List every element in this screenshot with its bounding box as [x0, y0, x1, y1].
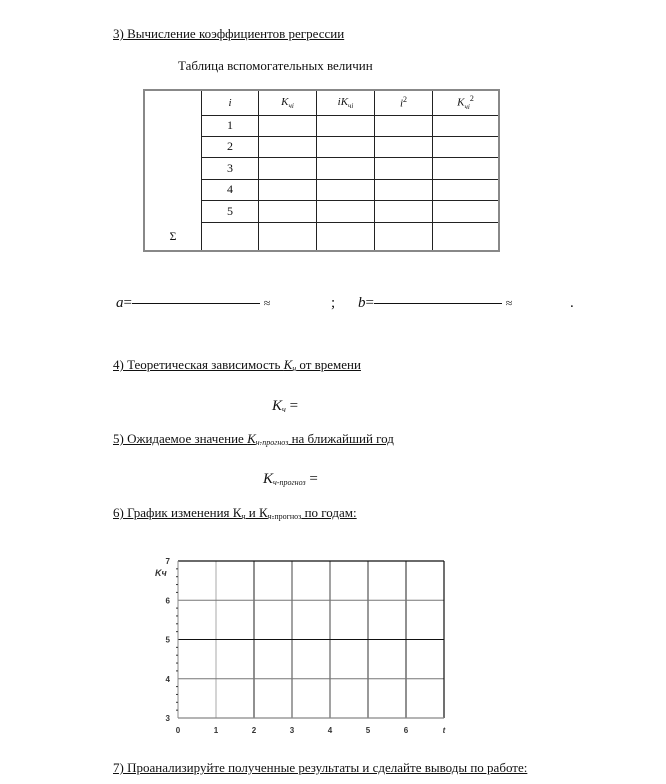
x-tick-label: 4 — [327, 726, 333, 735]
sum-label: Σ — [169, 229, 177, 243]
formula-a: a= ≈ — [116, 295, 271, 311]
x-axis-title: t — [442, 726, 446, 735]
section4-heading: 4) Теоретическая зависимость $K_ч$ от времени — [113, 357, 361, 373]
header-k-squared: $K_{чi}^2$ — [433, 90, 500, 115]
row-index: 5 — [202, 200, 259, 222]
theoretical-formula: $K_ч$ = — [272, 398, 299, 414]
formula-b: b= ≈ — [358, 295, 513, 311]
section3-heading: 3) Вычисление коэффициентов регрессии — [113, 26, 345, 41]
x-tick-label: 6 — [403, 726, 409, 735]
forecast-formula: $K_{ч-прогноз}$ = — [263, 471, 318, 487]
separator: ; — [331, 295, 336, 311]
header-ik: $iK_{чi}$ — [317, 90, 375, 115]
var-a: a — [116, 295, 124, 311]
y-tick-label: 3 — [165, 714, 170, 723]
x-tick-label: 3 — [289, 726, 295, 735]
x-tick-label: 5 — [365, 726, 371, 735]
row-index: 4 — [202, 179, 259, 200]
approx-b: ≈ — [505, 296, 513, 310]
section7-heading: 7) Проанализируйте полученные результаты и сделайте выводы по работе: — [113, 760, 528, 775]
row-index: 1 — [202, 115, 259, 136]
y-tick-label: 4 — [165, 674, 170, 684]
section6-heading: 6) График изменения $К_ч$ и $К_{ч-прогноз}$ по годам: — [113, 505, 357, 521]
header-i: i — [202, 90, 259, 115]
x-tick-label: 2 — [251, 726, 257, 735]
header-i-squared: $i^2$ — [375, 90, 433, 115]
y-tick-label: 5 — [165, 635, 170, 645]
header-k: $K_{чi}$ — [259, 90, 317, 115]
section5-heading: 5) Ожидаемое значение $K_{ч-прогноз}$ на ближайший год — [113, 431, 394, 447]
table-caption: Таблица вспомогательных величин — [178, 58, 373, 73]
x-tick-label: 1 — [213, 726, 219, 735]
y-tick-label: 6 — [165, 596, 170, 606]
y-axis-title: Kч — [155, 568, 167, 578]
var-b: b — [358, 295, 366, 311]
row-index: 3 — [202, 157, 259, 179]
y-tick-label: 7 — [165, 557, 170, 566]
x-tick-label: 0 — [175, 726, 181, 735]
end-period: . — [570, 295, 574, 311]
row-index: 2 — [202, 136, 259, 157]
approx-a: ≈ — [263, 296, 271, 310]
